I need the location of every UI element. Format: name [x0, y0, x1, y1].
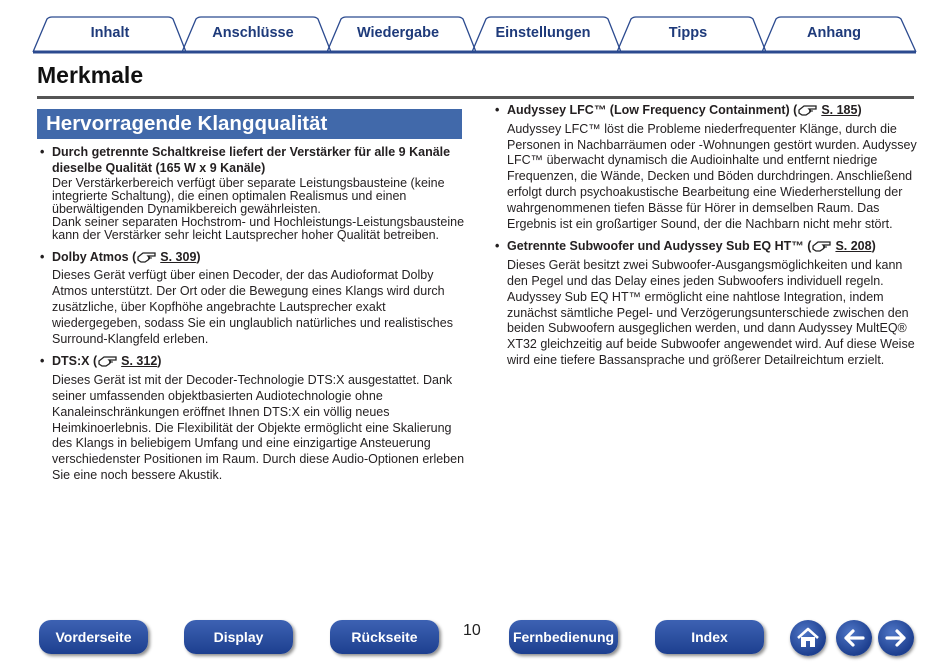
heading-close-paren: ): [857, 103, 862, 117]
nav-button-index[interactable]: Index: [655, 620, 764, 654]
feature-heading: [507, 239, 917, 258]
previous-page-button[interactable]: [836, 620, 872, 656]
pointing-hand-icon: [137, 251, 159, 269]
next-page-button[interactable]: [878, 620, 914, 656]
page-reference-link[interactable]: S. 309: [160, 249, 197, 264]
bullet: •: [40, 354, 45, 369]
page-reference-link[interactable]: S. 208: [835, 239, 872, 254]
feature-heading-text: DTS:X (: [52, 354, 98, 369]
section-banner: Hervorragende Klangqualität: [37, 109, 462, 139]
arrow-right-icon: [878, 620, 914, 656]
left-column: [37, 145, 465, 491]
pointing-hand-icon: [98, 355, 120, 373]
feature-heading-text: Audyssey LFC™ (Low Frequency Containment) (: [507, 103, 798, 117]
page-reference-link[interactable]: S. 185: [821, 103, 858, 117]
feature-subwoofer-sub-eq: [492, 239, 917, 368]
tab-anhang[interactable]: Anhang: [807, 25, 861, 41]
top-tab-bar: [0, 0, 950, 56]
nav-button-fernbedienung[interactable]: Fernbedienung: [509, 620, 618, 654]
right-column: [492, 103, 917, 376]
tab-tipps[interactable]: Tipps: [668, 25, 708, 41]
nav-button-rueckseite[interactable]: Rückseite: [330, 620, 439, 654]
feature-dts-x: [37, 354, 465, 483]
title-divider: [37, 96, 914, 99]
home-icon: [790, 620, 826, 656]
feature-amplifier: [37, 145, 465, 243]
bullet: •: [40, 145, 45, 159]
pointing-hand-icon: [798, 104, 820, 122]
tab-anschluesse[interactable]: Anschlüsse: [212, 25, 294, 41]
feature-body: Audyssey LFC™ löst die Probleme niederfrequenter Klänge, durch die Personen in Nachbarräumen oder -Wohnungen gestört wurden. Audyssey LFC™ überwacht dynamisch die Audioinhalte und entfernt niedrige Frequenzen, die Wände, Decken und Böden durchdringen. Anschließend erfolgt durch psychoakustische Bearbeitung eine Wiederherstellung der wahrgenommenen tiefen Bässe für Hörer in demselben Raum. Das Ergebnis ist ein großartiger Sound, der die Nachbarn nicht mehr stört.: [507, 121, 917, 231]
bullet: •: [40, 249, 45, 264]
home-button[interactable]: [790, 620, 826, 656]
feature-heading: [52, 354, 465, 373]
feature-body: Dieses Gerät besitzt zwei Subwoofer-Ausgangsmöglichkeiten und kann den Pegel und das Delay eines jeden Subwoofers individuell regeln. Audyssey Sub EQ HT™ ermöglicht eine nahtlose Integration, indem zunächst sämtliche Pegel- und Verzögerungsunterschiede zwischen den beiden Subwoofern ausgeglichen werden, und dann Audyssey MultEQ® XT32 gleichzeitig auf beide Subwoofer angewendet wird. Auf diese Weise wird eine tiefere Bassansprache und größerer Detailreichtum erzielt.: [507, 258, 915, 367]
heading-close-paren: ): [157, 354, 162, 369]
heading-close-paren: ): [196, 249, 201, 264]
heading-close-paren: ): [871, 239, 876, 254]
arrow-left-icon: [836, 620, 872, 656]
feature-heading: [507, 103, 917, 122]
nav-button-display[interactable]: Display: [184, 620, 293, 654]
feature-heading: [52, 250, 465, 269]
bullet: •: [495, 103, 500, 117]
feature-heading: Durch getrennte Schaltkreise liefert der Verstärker für alle 9 Kanäle dieselbe Qualität (165 W x 9 Kanäle): [52, 145, 451, 175]
feature-body: Der Verstärkerbereich verfügt über separate Leistungsbausteine (keine integrierte Schaltung), die einen optimalen Realismus und einen überwältigenden Dynamikbereich gewährleisten. Dank seiner separaten Hochstrom- und Hochleistungs-Leistungsbausteine kann der Verstärker sehr leicht Lautsprecher hoher Qualität betreiben.: [52, 175, 465, 243]
feature-dolby-atmos: [37, 250, 465, 348]
feature-heading-text: Getrennte Subwoofer und Audyssey Sub EQ HT™ (: [507, 239, 812, 254]
tab-einstellungen[interactable]: Einstellungen: [495, 25, 591, 41]
nav-button-vorderseite[interactable]: Vorderseite: [39, 620, 148, 654]
page-reference-link[interactable]: S. 312: [121, 354, 158, 369]
pointing-hand-icon: [812, 240, 834, 258]
tab-inhalt[interactable]: Inhalt: [90, 25, 130, 41]
page-number: 10: [463, 622, 481, 639]
feature-body: Dieses Gerät ist mit der Decoder-Technologie DTS:X ausgestattet. Dank seiner umfassenden objektbasierten Audiotechnologie ohne Kanaleinschränkungen eröffnet Ihnen DTS:X ein völlig neues Heimkinoerlebnis. Die Flexibilität der Objekte ermöglicht eine Skalierung des Klangs in beliebigem Umfang und eine einzigartige Ansteuerung verschiedenster Positionen im Raum. Durch diese Audio-Optionen erleben Sie eine noch bessere Akustik.: [52, 373, 465, 482]
tab-wiedergabe[interactable]: Wiedergabe: [356, 25, 440, 41]
feature-body: Dieses Gerät verfügt über einen Decoder, der das Audioformat Dolby Atmos unterstützt. Der Ort oder die Bewegung eines Klangs wird durch zusätzliche, über Kopfhöhe angebrachte Lautsprecher exakt wiedergegeben, sodass Sie ein unglaublich natürliches und realistisches Surround-Klangfeld erleben.: [52, 268, 453, 346]
feature-audyssey-lfc: [492, 103, 917, 232]
feature-heading-text: Dolby Atmos (: [52, 249, 137, 264]
bullet: •: [495, 239, 500, 254]
page-title: Merkmale: [37, 62, 144, 88]
